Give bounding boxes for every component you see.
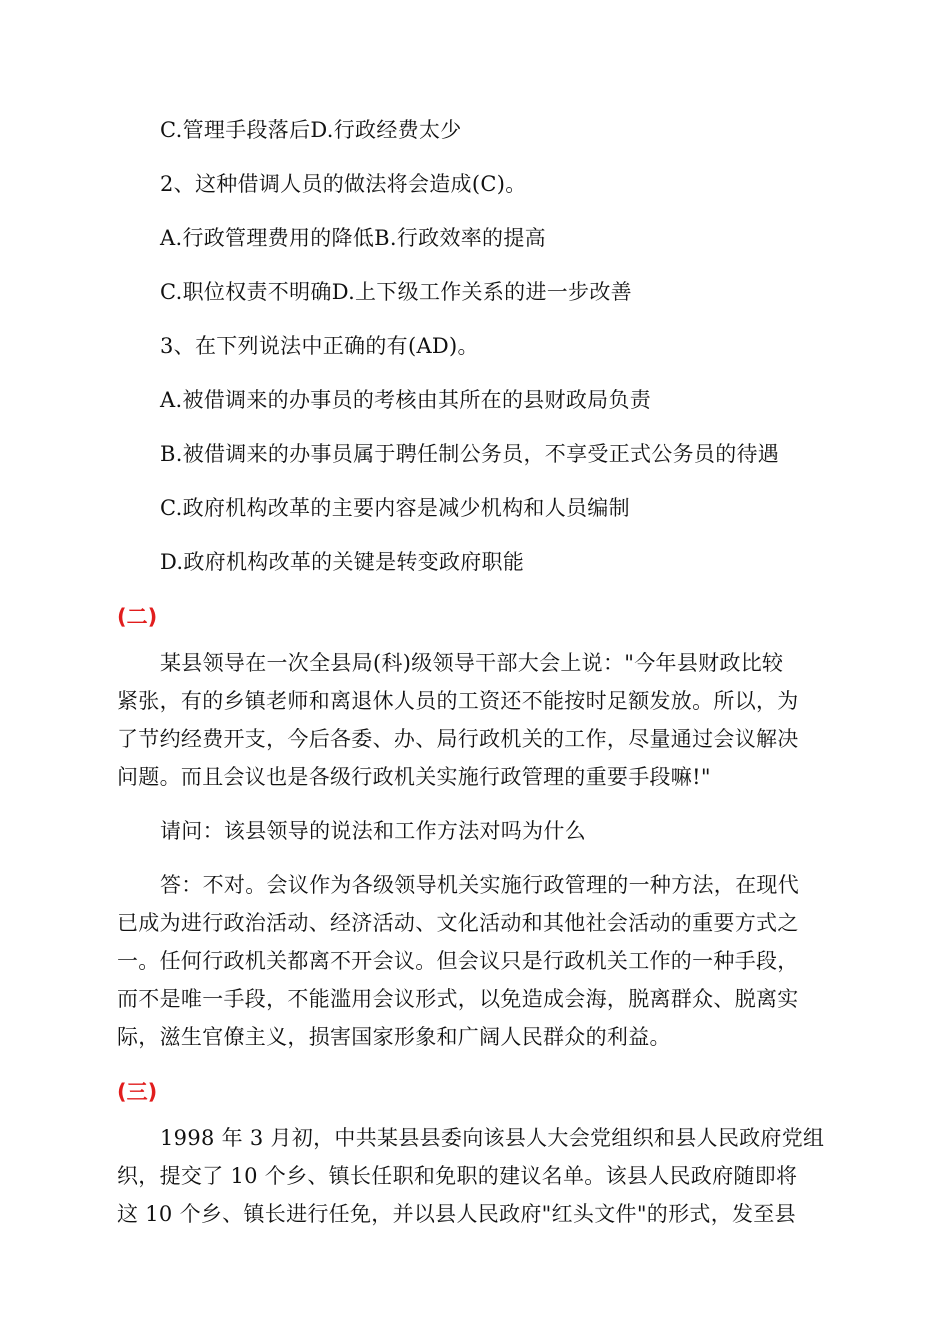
- q3-option-b: B.被借调来的办事员属于聘任制公务员，不享受正式公务员的待遇: [160, 442, 780, 466]
- case2-line-3: 了节约经费开支，今后各委、办、局行政机关的工作，尽量通过会议解决: [117, 727, 799, 751]
- case2-line-4: 问题。而且会议也是各级行政机关实施行政管理的重要手段嘛!": [117, 765, 711, 789]
- q3-option-c: C.政府机构改革的主要内容是减少机构和人员编制: [160, 496, 630, 520]
- answer2-line-4: 而不是唯一手段，不能滥用会议形式，以免造成会海，脱离群众、脱离实: [117, 987, 799, 1011]
- case2-line-2: 紧张，有的乡镇老师和离退休人员的工资还不能按时足额发放。所以，为: [117, 689, 799, 713]
- answer2-line-1: 答：不对。会议作为各级领导机关实施行政管理的一种方法，在现代: [160, 873, 799, 897]
- q3-option-a: A.被借调来的办事员的考核由其所在的县财政局负责: [160, 388, 652, 412]
- case3-line-2: 织，提交了 10 个乡、镇长任职和免职的建议名单。该县人民政府随即将: [117, 1164, 798, 1188]
- answer2-line-5: 际，滋生官僚主义，损害国家形象和广阔人民群众的利益。: [117, 1025, 671, 1049]
- case2-question: 请问：该县领导的说法和工作方法对吗为什么: [160, 819, 586, 843]
- case3-line-1: 1998 年 3 月初，中共某县县委向该县人大会党组织和县人民政府党组: [160, 1126, 825, 1150]
- question-3: 3、在下列说法中正确的有(AD)。: [160, 334, 479, 358]
- answer2-line-2: 已成为进行政治活动、经济活动、文化活动和其他社会活动的重要方式之: [117, 911, 799, 935]
- q2-options-cd: C.职位权责不明确D.上下级工作关系的进一步改善: [160, 280, 632, 304]
- q3-option-d: D.政府机构改革的关键是转变政府职能: [160, 550, 525, 574]
- section-heading-3: (三): [117, 1080, 158, 1104]
- section-heading-2: (二): [117, 605, 158, 629]
- answer2-line-3: 一。任何行政机关都离不开会议。但会议只是行政机关工作的一种手段，: [117, 949, 799, 973]
- case3-line-3: 这 10 个乡、镇长进行任免，并以县人民政府"红头文件"的形式，发至县: [117, 1202, 796, 1226]
- q1-options-cd: C.管理手段落后D.行政经费太少: [160, 118, 462, 142]
- question-2: 2、这种借调人员的做法将会造成(C)。: [160, 172, 527, 196]
- case2-line-1: 某县领导在一次全县局(科)级领导干部大会上说："今年县财政比较: [160, 651, 784, 675]
- q2-options-ab: A.行政管理费用的降低B.行政效率的提高: [160, 226, 546, 250]
